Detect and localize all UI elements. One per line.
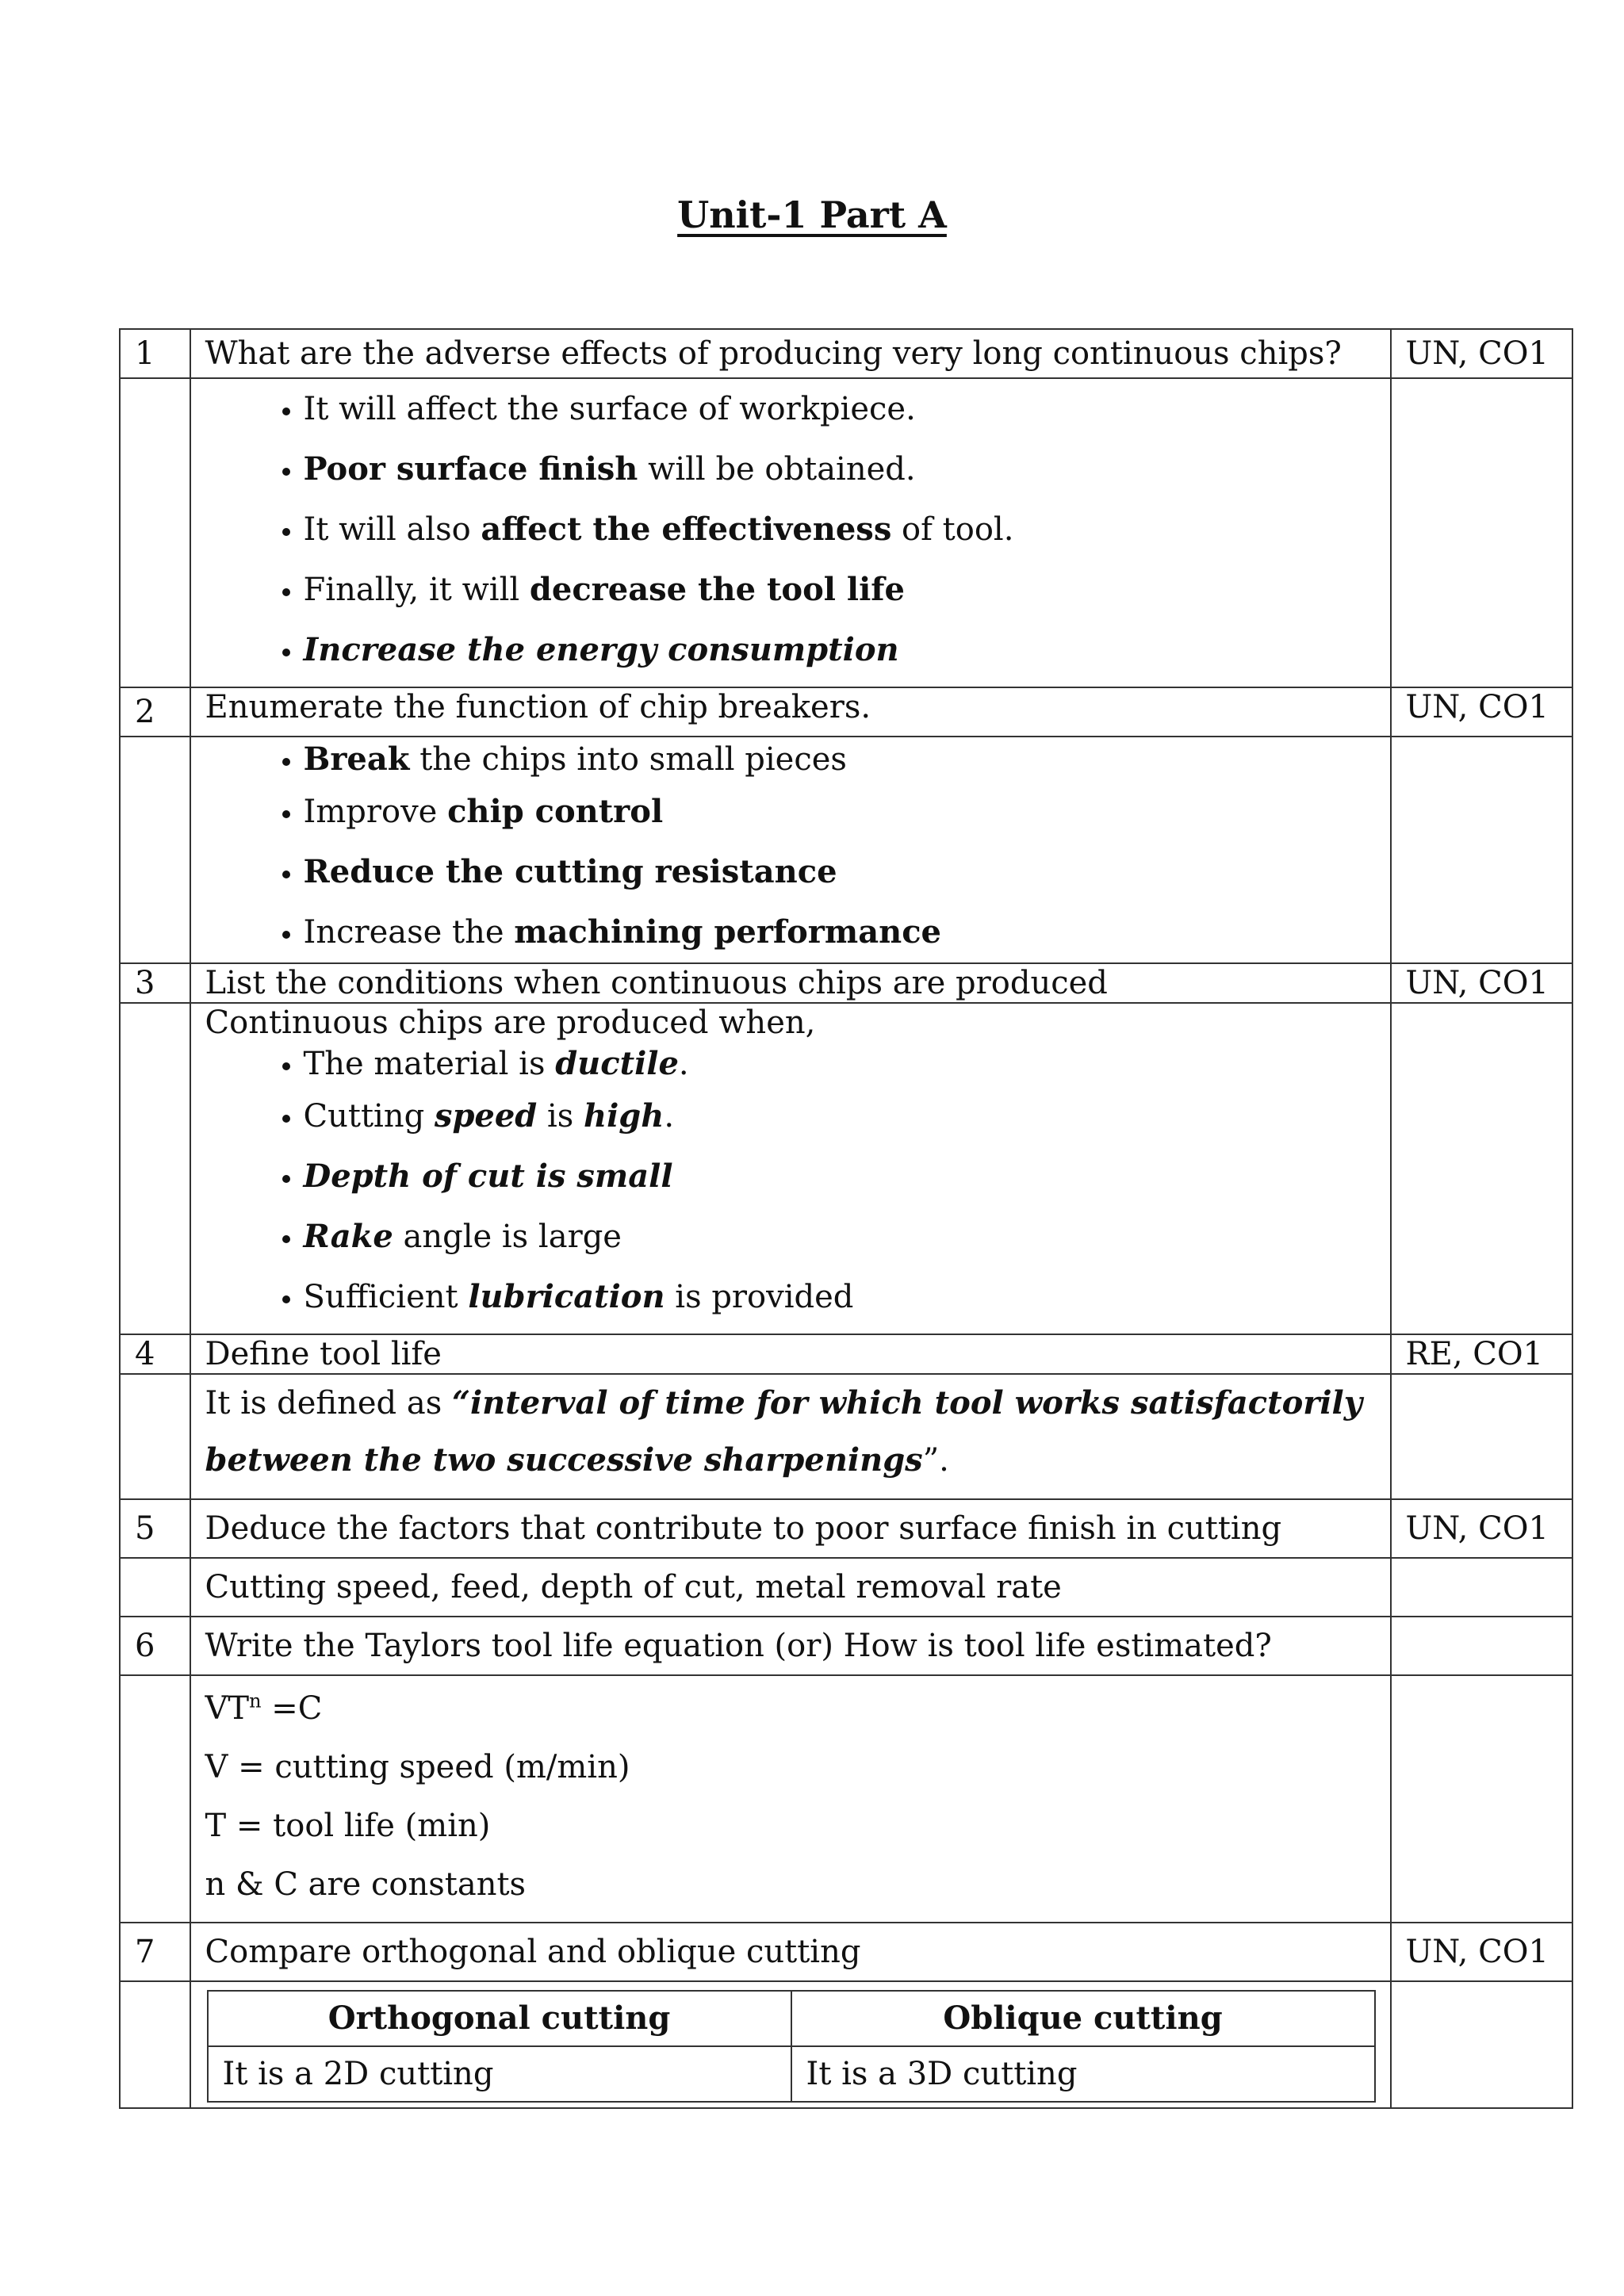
question-code: UN, CO1 bbox=[1391, 963, 1572, 1003]
answer-row-7 bbox=[120, 1981, 1572, 2108]
question-number: 3 bbox=[120, 963, 190, 1003]
list-item: • It will affect the surface of workpiece. bbox=[304, 379, 1376, 439]
list-item: • Break the chips into small pieces bbox=[304, 737, 1376, 782]
list-item: • The material is ductile. bbox=[304, 1042, 1376, 1086]
comparison-table bbox=[207, 1990, 1376, 2103]
answer-list bbox=[205, 737, 1376, 962]
question-number: 5 bbox=[120, 1499, 190, 1558]
blank-cell bbox=[120, 1981, 190, 2108]
answer-row-6 bbox=[120, 1675, 1572, 1923]
blank-cell bbox=[1391, 1675, 1572, 1923]
question-code: UN, CO1 bbox=[1391, 1923, 1572, 1981]
blank-cell bbox=[1391, 1558, 1572, 1617]
definition-text: It is defined as “interval of time for which tool works satisfactorily between the two successive sharpenings”. bbox=[205, 1384, 1362, 1479]
list-item: • Poor surface finish will be obtained. bbox=[304, 439, 1376, 499]
answer-row-2 bbox=[120, 737, 1572, 963]
answer-cell bbox=[190, 1675, 1391, 1923]
answer-intro: Continuous chips are produced when, bbox=[205, 1004, 816, 1041]
answer-line: n & C are constants bbox=[205, 1866, 527, 1903]
answer-row-4 bbox=[120, 1374, 1572, 1499]
answer-list bbox=[205, 379, 1376, 680]
question-text: What are the adverse effects of producing very long continuous chips? bbox=[190, 329, 1391, 378]
answer-list bbox=[205, 1042, 1376, 1327]
answer-cell bbox=[190, 1003, 1391, 1334]
question-row-7 bbox=[120, 1923, 1572, 1981]
question-code: UN, CO1 bbox=[1391, 687, 1572, 737]
comparison-header-row bbox=[208, 1991, 1375, 2046]
comparison-cell: It is a 2D cutting bbox=[208, 2046, 791, 2102]
question-text: Enumerate the function of chip breakers. bbox=[190, 687, 1391, 737]
list-item: • It will also affect the effectiveness of tool. bbox=[304, 499, 1376, 560]
comparison-header: Oblique cutting bbox=[791, 1991, 1375, 2046]
list-item: • Improve chip control bbox=[304, 782, 1376, 842]
question-code bbox=[1391, 1617, 1572, 1675]
question-row-3 bbox=[120, 963, 1572, 1003]
question-text: Define tool life bbox=[190, 1334, 1391, 1374]
answer-cell bbox=[190, 1981, 1391, 2108]
blank-cell bbox=[120, 737, 190, 963]
answer-row-1 bbox=[120, 378, 1572, 687]
question-number: 7 bbox=[120, 1923, 190, 1981]
question-number: 4 bbox=[120, 1334, 190, 1374]
question-text: Compare orthogonal and oblique cutting bbox=[190, 1923, 1391, 1981]
question-row-1 bbox=[120, 329, 1572, 378]
blank-cell bbox=[1391, 1374, 1572, 1499]
blank-cell bbox=[1391, 737, 1572, 963]
list-item: • Increase the energy consumption bbox=[304, 620, 1376, 680]
comparison-cell: It is a 3D cutting bbox=[791, 2046, 1375, 2102]
list-item: • Finally, it will decrease the tool life bbox=[304, 560, 1376, 620]
answer-cell bbox=[190, 1374, 1391, 1499]
blank-cell bbox=[1391, 1003, 1572, 1334]
taylor-equation: $VT^n =C$ bbox=[205, 1689, 323, 1727]
answer-row-3 bbox=[120, 1003, 1572, 1334]
question-row-4 bbox=[120, 1334, 1572, 1374]
answer-cell bbox=[190, 378, 1391, 687]
list-item: • Cutting speed is high. bbox=[304, 1086, 1376, 1146]
question-row-5 bbox=[120, 1499, 1572, 1558]
question-text: List the conditions when continuous chips are produced bbox=[190, 963, 1391, 1003]
list-item: • Increase the machining performance bbox=[304, 902, 1376, 962]
question-table bbox=[119, 328, 1573, 2109]
blank-cell bbox=[120, 378, 190, 687]
answer-line: V = cutting speed (m/min) bbox=[205, 1749, 630, 1785]
blank-cell bbox=[120, 1675, 190, 1923]
answer-line: T = tool life (min) bbox=[205, 1808, 491, 1844]
blank-cell bbox=[1391, 378, 1572, 687]
answer-cell bbox=[190, 737, 1391, 963]
blank-cell bbox=[1391, 1981, 1572, 2108]
answer-row-5 bbox=[120, 1558, 1572, 1617]
page-title: Unit-1 Part A bbox=[677, 193, 947, 236]
question-code: RE, CO1 bbox=[1391, 1334, 1572, 1374]
comparison-row bbox=[208, 2046, 1375, 2102]
question-code: UN, CO1 bbox=[1391, 1499, 1572, 1558]
question-code: UN, CO1 bbox=[1391, 329, 1572, 378]
comparison-header: Orthogonal cutting bbox=[208, 1991, 791, 2046]
blank-cell bbox=[120, 1003, 190, 1334]
question-row-6 bbox=[120, 1617, 1572, 1675]
question-text: Deduce the factors that contribute to poor surface finish in cutting bbox=[190, 1499, 1391, 1558]
question-row-2 bbox=[120, 687, 1572, 737]
question-number: 6 bbox=[120, 1617, 190, 1675]
list-item: • Reduce the cutting resistance bbox=[304, 842, 1376, 902]
answer-text: Cutting speed, feed, depth of cut, metal removal rate bbox=[190, 1558, 1391, 1617]
list-item: • Rake angle is large bbox=[304, 1207, 1376, 1267]
blank-cell bbox=[120, 1558, 190, 1617]
list-item: • Sufficient lubrication is provided bbox=[304, 1267, 1376, 1327]
question-text: Write the Taylors tool life equation (or) How is tool life estimated? bbox=[190, 1617, 1391, 1675]
list-item: • Depth of cut is small bbox=[304, 1146, 1376, 1207]
blank-cell bbox=[120, 1374, 190, 1499]
question-number: 1 bbox=[120, 329, 190, 378]
question-number: 2 bbox=[120, 687, 190, 737]
